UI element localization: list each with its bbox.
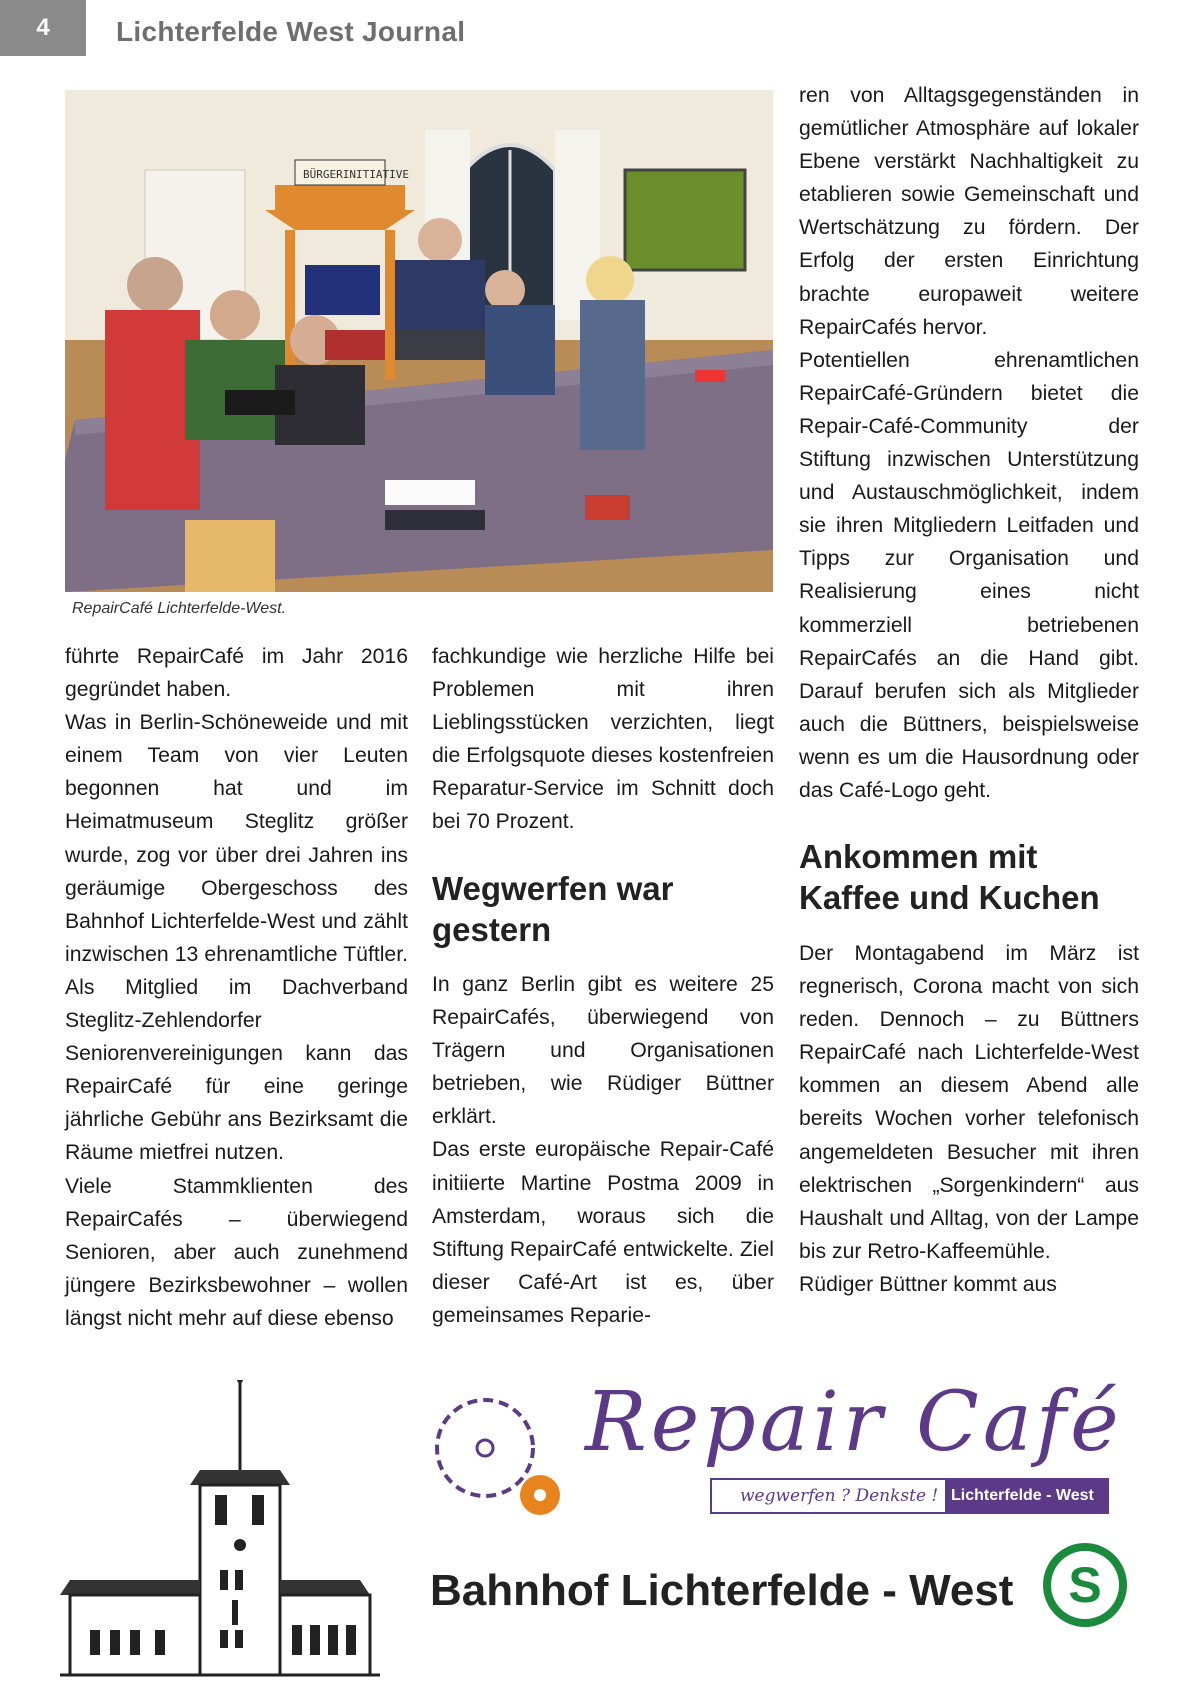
paragraph: Der Montagabend im März ist regnerisch, Corona macht von sich reden. Dennoch – zu Büttners RepairCafé nach Lichterfelde-West kommen an diesem Abend alle bereits Wochen vorher telefonisch angemeldeten Besucher mit ihren elektrischen „Sorgenkindern“ aus Haushalt und Alltag, von der Lampe bis zur Retro-Kaffeemühle. — [799, 942, 1139, 1263]
station-building-drawing — [60, 1380, 400, 1680]
paragraph: fachkundige wie herzliche Hilfe bei Problemen mit ihren Lieblingsstücken verzichten, liegt die Erfolgsquote dieses kostenfreien Reparatur-Service im Schnitt doch bei 70 Prozent. — [432, 645, 774, 834]
repair-cafe-logo-title: Repair Café — [585, 1375, 1123, 1470]
article-column-2-bottom — [432, 968, 774, 1332]
photo-caption: RepairCafé Lichterfelde-West. — [72, 600, 287, 617]
article-column-3-top — [799, 79, 1139, 807]
paragraph: Was in Berlin-Schöneweide und mit einem Team von vier Leuten begonnen hat und im Heimatmuseum Steglitz größer wurde, zog vor über drei Jahren ins geräumige Obergeschoss des Bahnhof Lichterfelde-West und zählt inzwischen 13 ehrenamtliche Tüftler. Als Mitglied im Dachverband Steglitz-Zehlendorfer Seniorenvereinigungen kann das RepairCafé für eine geringe jährliche Gebühr ans Bezirksamt die Räume mietfrei nutzen. — [65, 711, 408, 1165]
paragraph: führte RepairCafé im Jahr 2016 gegründet haben. — [65, 645, 408, 702]
section-heading-wegwerfen: Wegwerfen war gestern — [432, 870, 674, 948]
paragraph: Viele Stammklienten des RepairCafés – überwiegend Senioren, aber auch zunehmend jüngere Bezirksbewohner – wollen längst nicht mehr auf diese ebenso — [65, 1174, 408, 1330]
gear-icon — [410, 1380, 580, 1530]
page-number: 4 — [0, 0, 86, 56]
paragraph: In ganz Berlin gibt es weitere 25 RepairCafés, überwiegend von Trägern und Organisationen betrieben, wie Rüdiger Büttner erklärt. — [432, 973, 774, 1129]
s-bahn-letter: S — [1068, 1557, 1102, 1613]
paragraph: Rüdiger Büttner kommt aus — [799, 1272, 1057, 1296]
slogan-text: wegwerfen ? Denkste ! — [740, 1486, 939, 1506]
paragraph: Potentiellen ehrenamtlichen RepairCafé-Gründern bietet die Repair-Café-Community der Stiftung inzwischen Unterstützung und Austauschmöglichkeit, indem sie ihren Mitgliedern Leitfaden und Tipps zur Organisation und Realisierung eines nicht kommerziell betriebenen RepairCafés an die Hand gibt. Darauf berufen sich als Mitglieder auch die Büttners, beispielsweise wenn es um die Hausordnung oder das Café-Logo geht. — [799, 348, 1139, 802]
article-column-3-bottom — [799, 937, 1139, 1301]
location-label: Lichterfelde - West — [945, 1480, 1107, 1512]
section-heading-ankommen: Ankommen mit Kaffee und Kuchen — [799, 838, 1100, 916]
s-bahn-icon — [1040, 1540, 1130, 1630]
paragraph: ren von Alltagsgegenständen in gemütlicher Atmosphäre auf lokaler Ebene verstärkt Nachhaltigkeit zu etablieren sowie Gemeinschaft und Wertschätzung zu fördern. Der Erfolg der ersten Einrichtung brachte europaweit weitere RepairCafés hervor. — [799, 84, 1139, 339]
station-name: Bahnhof Lichterfelde - West — [430, 1566, 1014, 1615]
slogan-bar — [710, 1478, 1109, 1514]
repaircafe-photo — [65, 90, 773, 592]
journal-title: Lichterfelde West Journal — [116, 16, 466, 47]
article-column-2-top — [432, 640, 774, 839]
article-column-1 — [65, 640, 408, 1335]
sign-text: BÜRGERINITIATIVE — [303, 168, 409, 181]
paragraph: Das erste europäische Repair-Café initiierte Martine Postma 2009 in Amsterdam, woraus sich die Stiftung RepairCafé entwickelte. Ziel dieser Café-Art ist es, über gemeinsames Reparie- — [432, 1138, 774, 1327]
